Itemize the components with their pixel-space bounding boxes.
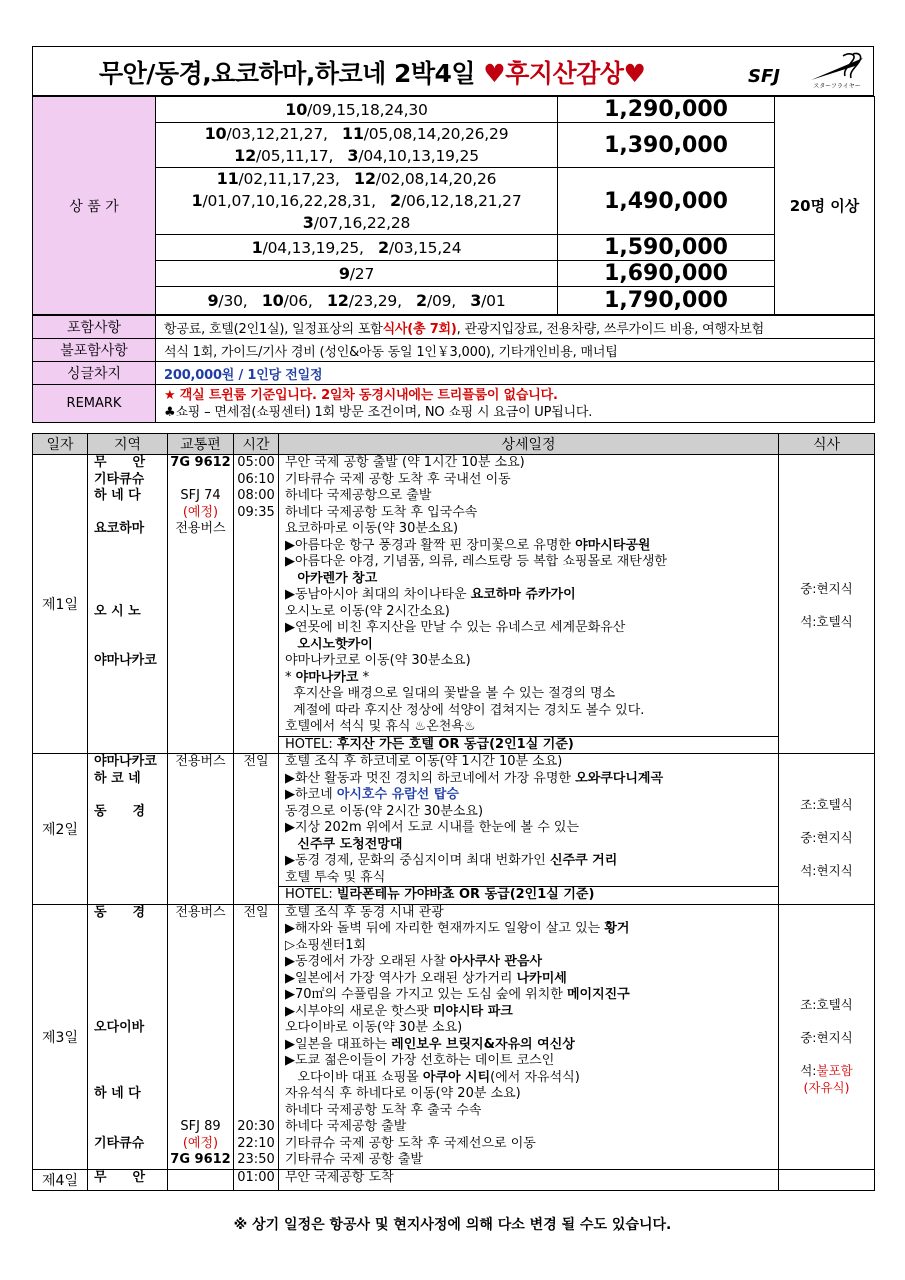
detail-line: 후지산을 배경으로 일대의 꽃밭을 볼 수 있는 절경의 명소 [285,686,616,701]
detail-line: 자유석식 후 하네다로 이동(약 20분 소요) [285,1086,521,1101]
price-table [32,96,875,315]
detail-line: 하네다 국제공항 도착 후 입국수속 [285,504,478,520]
place-cell [88,455,168,754]
price-row [33,168,875,235]
price-date-line: 3/07,16,22,28 [302,213,411,232]
price-dates [156,123,558,168]
detail-line: 호텔 조식 후 하코네로 이동(약 1시간 10분 소요) [285,754,563,769]
meal-item [779,797,874,814]
detail-line: 호텔 투숙 및 휴식 [285,869,386,885]
price-row [33,97,875,123]
title-bar [32,46,874,96]
meal-cell [779,455,875,754]
meal-text: 석: [800,1063,817,1078]
price-date-line: 10/09,15,18,24,30 [285,99,428,119]
detail-cell [279,455,779,754]
meal-item [779,1063,874,1096]
header-transport: 교통편 [168,434,234,455]
time: 22:10 [237,1135,275,1151]
detail-line: 신주쿠 도청전망대 [297,836,403,852]
remark-line-1: ★ 객실 트윈룸 기준입니다. 2일차 동경시내에는 트리플룸이 없습니다. [164,387,558,403]
meal-text: 중:현지식 [800,830,853,845]
place-cell [88,904,168,1169]
detail-line: 하네다 국제공항으로 출발 [285,488,432,503]
place: 오다이바 [94,1020,145,1035]
price-row [33,235,875,261]
transport-cell [168,904,234,1169]
place: 하 코 네 [94,770,141,786]
transport: SFJ 89 [180,1119,221,1134]
transport: SFJ 74 [180,488,221,503]
hotel-line: HOTEL: 빌라폰테뉴 가야바쵸 OR 동급(2인1실 기준) [279,886,778,904]
starflyer-logo [803,50,871,92]
time: 20:30 [237,1119,275,1134]
detail-cell [279,1169,779,1190]
day-label: 제1일 [33,455,88,754]
footer-note: ※ 상기 일정은 항공사 및 현지사정에 의해 다소 변경 될 수도 있습니다. [233,1217,672,1233]
meal-excluded: 불포함 [816,1063,853,1078]
day-label: 제3일 [33,904,88,1169]
schedule-table [32,433,875,1191]
transport: 전용버스 [175,904,226,920]
transport-cell [168,455,234,754]
remark-text [156,385,875,423]
meal-text: 중:현지식 [800,1030,853,1045]
time: 06:10 [237,471,275,487]
detail-line: 무안 국제공항 도착 [285,1169,394,1185]
price-amount: 1,590,000 [558,235,775,261]
meal-item [779,997,874,1014]
header-day: 일자 [33,434,88,455]
detail-line: * 야마나카코 * [285,669,370,685]
day-row [33,455,875,754]
hotel-line: HOTEL: 후지산 가든 호텔 OR 동급(2인1실 기준) [279,736,778,754]
transport: (예정) [182,504,219,520]
include-part-a: 항공료, 호텔(2인1실), 일정표상의 포함 [164,321,383,337]
detail-line: 오시노로 이동(약 2시간소요) [285,603,450,619]
remark-line-2: ♣쇼핑 – 면세점(쇼핑센터) 1회 방문 조건이며, NO 쇼핑 시 요금이 UP됩니다. [164,404,593,420]
meal-item [779,863,874,880]
price-label: 상 품 가 [33,97,156,315]
meal-item [779,614,874,631]
detail-line: 하네다 국제공항 출발 [285,1119,407,1134]
schedule-header [33,434,875,455]
place: 야마나카코 [94,754,157,769]
time-cell [234,455,279,754]
transport-cell [168,1169,234,1190]
meal-text: 조:호텔식 [800,997,853,1012]
price-date-line: 11/02,11,17,23, 12/02,08,14,20,26 [216,169,497,188]
transport: 전용버스 [175,754,226,769]
time: 전일 [243,754,269,769]
detail-cell [279,904,779,1169]
detail-line: ▶동경에서 가장 오래된 사찰 아사쿠사 관음사 [285,954,543,969]
price-amount: 1,690,000 [558,261,775,287]
place-cell [88,754,168,905]
meal-cell [779,754,875,905]
place: 무 안 [94,1169,146,1185]
day-row [33,1169,875,1190]
price-dates [156,261,558,287]
detail-line: ▷쇼핑센터1회 [285,937,367,953]
day-label: 제2일 [33,754,88,905]
header-time: 시간 [234,434,279,455]
price-dates [156,168,558,235]
include-meals: 식사(총 7회) [382,321,457,337]
single-charge-text: 200,000원 / 1인당 전일정 [156,362,875,385]
price-row [33,123,875,168]
detail-line: ▶하코네 아시호수 유람선 탑승 [285,787,459,802]
price-amount: 1,490,000 [558,168,775,235]
place: 오 시 노 [94,603,141,619]
price-amount: 1,390,000 [558,123,775,168]
detail-line: 야마나카코로 이동(약 30분소요) [285,653,471,668]
day-row [33,904,875,1169]
detail-line: 하네다 국제공항 도착 후 출국 수속 [285,1102,482,1118]
detail-cell [279,754,779,905]
time-cell [234,754,279,905]
meal-free-note: (자유식) [803,1079,850,1095]
detail-line: ▶해자와 돌벽 뒤에 자리한 현재까지도 일왕이 살고 있는 황거 [285,921,630,936]
detail-line: ▶동경 경제, 문화의 중심지이며 최대 번화가인 신주쿠 거리 [285,853,618,868]
header-detail: 상세일정 [279,434,779,455]
price-date-line: 10/03,12,21,27, 11/05,08,14,20,26,29 [204,124,509,143]
header-meal: 식사 [779,434,875,455]
place: 기타큐슈 [94,1135,145,1151]
time: 전일 [243,904,269,920]
include-text [156,316,875,339]
exclude-label: 불포함사항 [33,339,156,362]
meal-item [779,1030,874,1047]
detail-line: 오시노핫카이 [297,636,373,652]
time-cell [234,1169,279,1190]
detail-line: 기타큐슈 국제 공항 출발 [285,1152,423,1167]
transport: 7G 9612 [170,455,231,470]
price-dates [156,235,558,261]
price-dates [156,97,558,123]
logo-caption: スターフライヤー [813,83,861,90]
detail-line: ▶연못에 비친 후지산을 만날 수 있는 유네스코 세계문화유산 [285,620,626,635]
include-part-c: , 관광지입장료, 전용차량, 쓰루가이드 비용, 여행자보험 [456,321,764,337]
header-region: 지역 [88,434,168,455]
meal-text: 석:현지식 [800,863,853,878]
transport: (예정) [182,1135,219,1151]
meal-cell [779,1169,875,1190]
place: 동 경 [94,904,146,920]
time: 23:50 [237,1152,275,1167]
meal-cell [779,904,875,1169]
detail-line: 요코하마로 이동(약 30분소요) [285,521,459,536]
detail-line: 오다이바 대표 쇼핑몰 아쿠아 시티(에서 자유석식) [285,1069,580,1085]
detail-line: ▶아름다운 항구 풍경과 활짝 핀 장미꽃으로 유명한 야마시타공원 [285,537,651,553]
place: 하 네 다 [94,488,141,503]
meal-item [779,830,874,847]
place: 하 네 다 [94,1086,141,1101]
price-row [33,287,875,315]
transport-cell [168,754,234,905]
detail-line: 계절에 따라 후지산 정상에 석양이 겹쳐지는 경치도 볼수 있다. [285,702,645,718]
meal-text: 석:호텔식 [800,613,853,629]
include-label: 포함사항 [33,316,156,339]
price-date-line: 9/27 [338,263,375,283]
detail-line: 무안 국제 공항 출발 (약 1시간 10분 소요) [285,455,525,470]
remark-label: REMARK [33,385,156,423]
detail-line: 호텔 조식 후 동경 시내 관광 [285,904,444,920]
price-amount: 1,290,000 [558,97,775,123]
price-row [33,261,875,287]
meal-item [779,581,874,598]
detail-line: ▶70㎡의 수풀림을 가지고 있는 도심 숲에 위치한 메이지진구 [285,987,630,1002]
detail-line: ▶아름다운 야경, 기념품, 의류, 레스토랑 등 복합 쇼핑몰로 재탄생한 [285,554,667,569]
meal-text: 중:현지식 [800,580,853,596]
detail-line: ▶일본에서 가장 역사가 오래된 상가거리 나카미세 [285,970,567,986]
transport: 전용버스 [175,521,226,536]
price-date-line: 1/04,13,19,25, 2/03,15,24 [251,237,462,257]
price-date-line: 12/05,11,17, 3/04,10,13,19,25 [234,146,479,165]
price-dates [156,287,558,315]
detail-line: 오다이바로 이동(약 30분 소요) [285,1020,463,1035]
detail-line: ▶도쿄 젊은이들이 가장 선호하는 데이트 코스인 [285,1053,555,1068]
price-date-line: 1/01,07,10,16,22,28,31, 2/06,12,18,21,27 [191,191,522,210]
place-cell [88,1169,168,1190]
price-amount: 1,790,000 [558,287,775,315]
info-table [32,315,875,423]
price-date-line: 9/30, 10/06, 12/23,29, 2/09, 3/01 [207,290,506,310]
place: 기타큐슈 [94,471,145,487]
time: 01:00 [237,1169,275,1185]
detail-line: ▶지상 202m 위에서 도쿄 시내를 한눈에 볼 수 있는 [285,820,580,835]
single-charge-label: 싱글차지 [33,362,156,385]
place: 무 안 [94,455,146,470]
meal-text: 조:호텔식 [800,797,853,812]
page-title [99,54,645,90]
detail-line: ▶화산 활동과 멋진 경치의 하코네에서 가장 유명한 오와쿠다니계곡 [285,770,663,786]
detail-line: ▶동남아시아 최대의 차이나타운 요코하마 쥬카가이 [285,587,576,602]
detail-line: 기타큐슈 국제 공항 도착 후 국제선으로 이동 [285,1135,536,1151]
transport: 7G 9612 [170,1152,231,1167]
place: 요코하마 [94,521,145,536]
min-group-size: 20명 이상 [775,97,875,315]
detail-line: ▶일본을 대표하는 레인보우 브릿지&자유의 여신상 [285,1036,575,1052]
detail-line: 아카렌가 창고 [297,570,378,586]
time-cell [234,904,279,1169]
title-main: 무안/동경,요코하마,하코네 2박4일 [99,59,484,88]
place: 동 경 [94,803,146,819]
detail-line: ▶시부야의 새로운 핫스팟 미야시타 파크 [285,1003,513,1019]
place: 야마나카코 [94,653,157,668]
detail-line: 기타큐슈 국제 공항 도착 후 국내선 이동 [285,471,511,487]
detail-line: 호텔에서 석식 및 휴식 ♨온천욕♨ [285,719,476,734]
brand-label: SFJ [748,66,780,87]
time: 05:00 [237,455,275,470]
time: 08:00 [237,488,275,503]
time: 09:35 [237,504,275,520]
title-accent: ♥후지산감상♥ [483,59,646,88]
exclude-text: 석식 1회, 가이드/기사 경비 (성인&아동 동일 1인￥3,000), 기타개인비용, 매너팁 [156,339,875,362]
day-row [33,754,875,905]
detail-line: 동경으로 이동(약 2시간 30분소요) [285,803,484,819]
day-label: 제4일 [33,1169,88,1190]
